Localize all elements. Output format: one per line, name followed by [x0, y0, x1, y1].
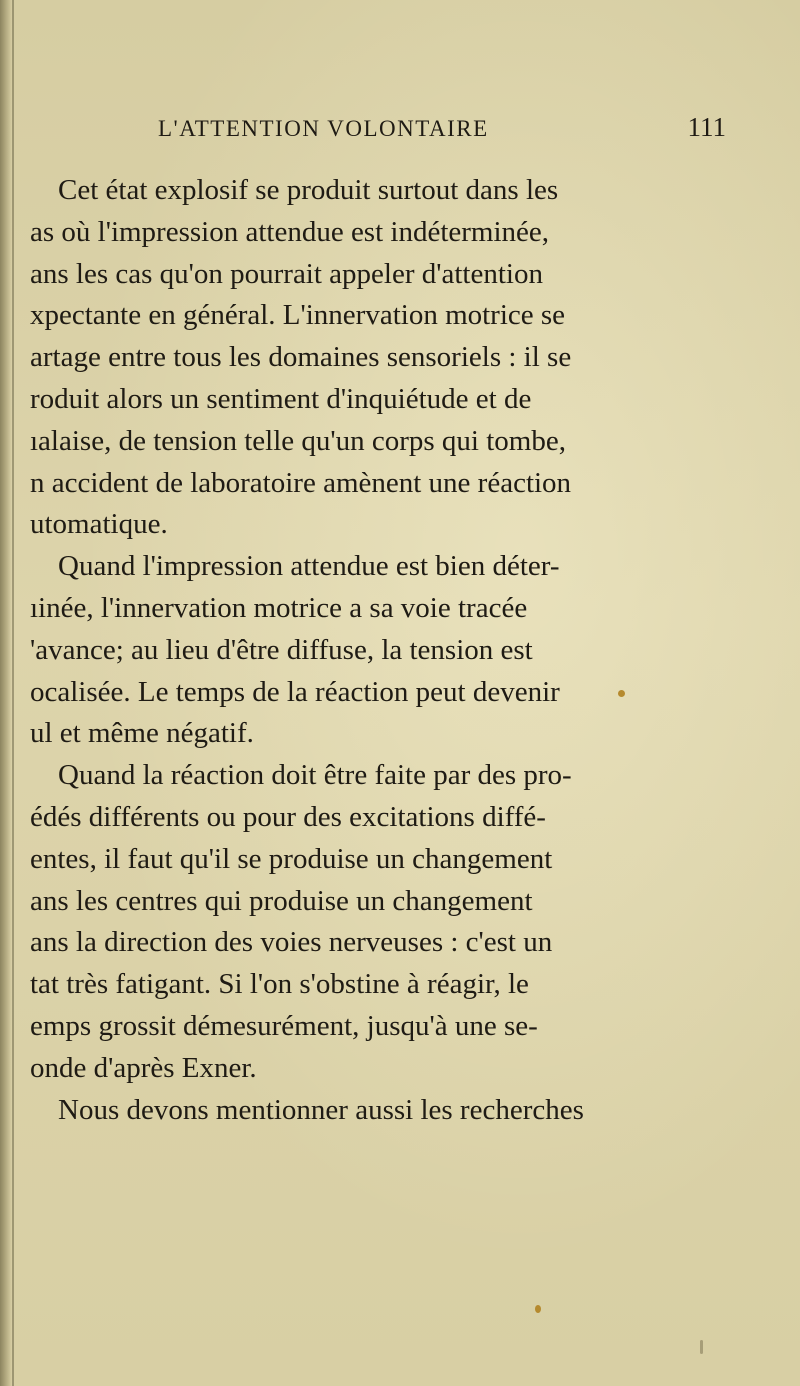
text-line: 'avance; au lieu d'être diffuse, la tension est: [30, 633, 533, 666]
text-line: ans la direction des voies nerveuses : c'est un: [30, 926, 553, 959]
text-line: emps grossit démesurément, jusqu'à une se-: [30, 1009, 538, 1042]
text-line: n accident de laboratoire amènent une réaction: [30, 466, 572, 499]
page-gutter-edge: [12, 0, 14, 1386]
paper-speck: [700, 1340, 703, 1354]
text-line: roduit alors un sentiment d'inquiétude et de: [30, 382, 532, 415]
paper-speck: [618, 690, 625, 697]
text-line: ans les centres qui produise un changement: [30, 884, 533, 917]
text-line: tat très fatigant. Si l'on s'obstine à réagir, le: [30, 968, 529, 1001]
text-line: ıinée, l'innervation motrice a sa voie tracée: [30, 591, 528, 624]
page-gutter-shadow: [0, 0, 12, 1386]
body-text: [30, 170, 730, 1131]
running-title: L'ATTENTION VOLONTAIRE: [158, 116, 489, 141]
text-line: ıalaise, de tension telle qu'un corps qui tombe,: [30, 424, 566, 457]
text-line: utomatique.: [30, 508, 168, 541]
text-line: Quand la réaction doit être faite par des pro-: [58, 759, 572, 792]
text-line: xpectante en général. L'innervation motrice se: [30, 299, 566, 332]
text-line: Quand l'impression attendue est bien déter-: [58, 550, 560, 583]
page-number: 111: [687, 112, 726, 142]
text-line: onde d'après Exner.: [30, 1051, 257, 1084]
text-line: as où l'impression attendue est indéterminée,: [30, 215, 550, 248]
text-line: ocalisée. Le temps de la réaction peut devenir: [30, 675, 560, 708]
text-line: Nous devons mentionner aussi les recherches: [58, 1093, 584, 1126]
text-line: entes, il faut qu'il se produise un changement: [30, 842, 553, 875]
text-line: ans les cas qu'on pourrait appeler d'attention: [30, 257, 543, 290]
text-line: Cet état explosif se produit surtout dans les: [58, 174, 559, 206]
text-line: ul et même négatif.: [30, 717, 254, 750]
text-line: édés différents ou pour des excitations diffé-: [30, 800, 546, 833]
text-line: artage entre tous les domaines sensoriels : il se: [30, 341, 572, 374]
page-header: [158, 112, 726, 148]
paper-speck: [535, 1305, 541, 1313]
